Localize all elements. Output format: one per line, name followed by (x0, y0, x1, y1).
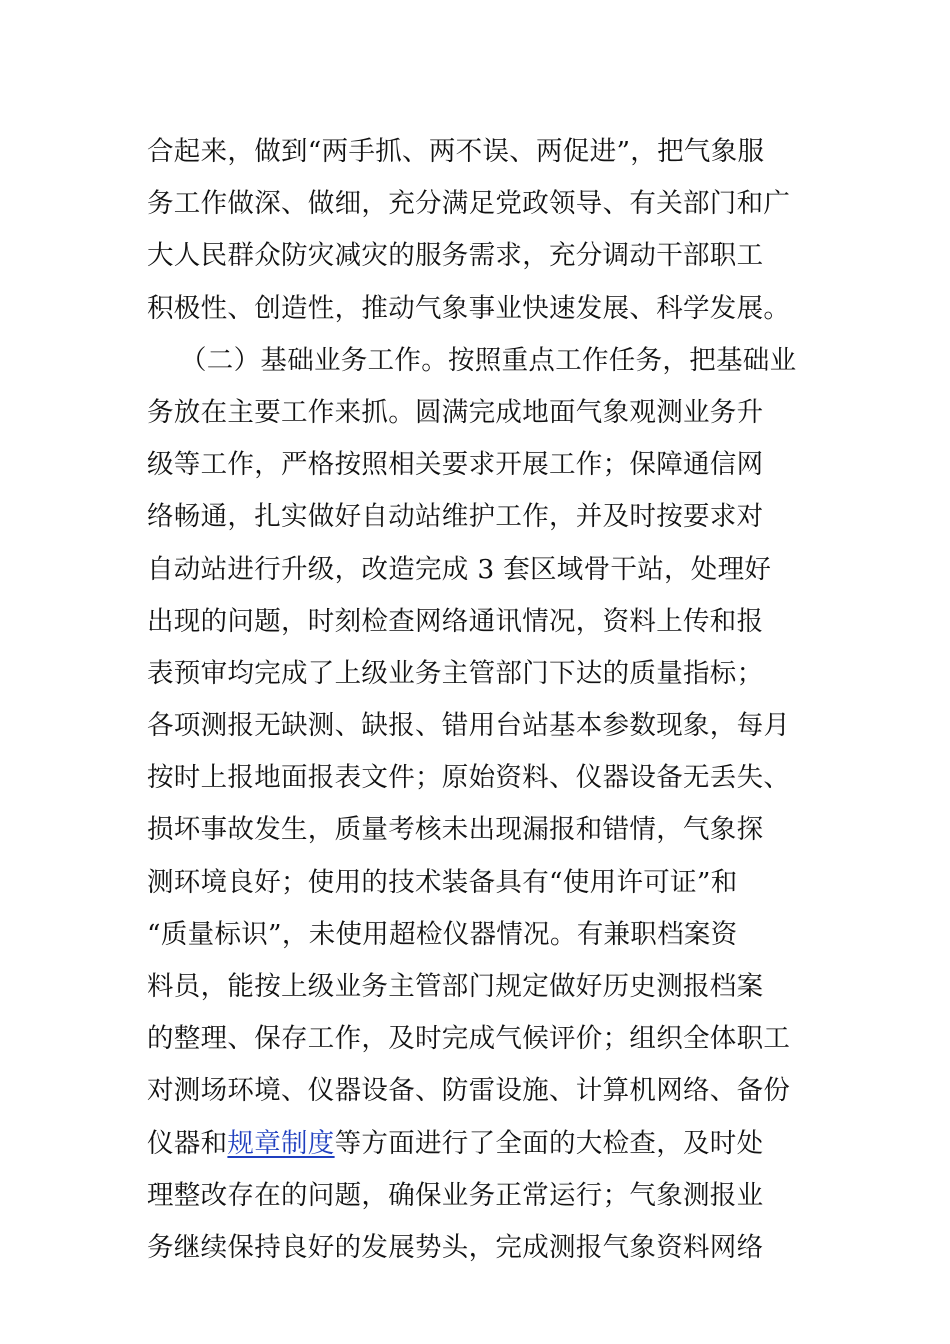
text-line: 合起来，做到“两手抓、两不误、两促进”，把气象服 (147, 136, 765, 167)
text-line: 各项测报无缺测、缺报、错用台站基本参数现象，每月 (147, 710, 791, 742)
text-line: 的整理、保存工作，及时完成气候评价；组织全体职工 (147, 1023, 791, 1055)
text-line: “质量标识”，未使用超检仪器情况。有兼职档案资 (147, 918, 738, 950)
text-line: 务工作做深、做细，充分满足党政领导、有关部门和广 (147, 188, 791, 220)
text-line: 务继续保持良好的发展势头，完成测报气象资料网络 (147, 1231, 764, 1263)
text-line: 自动站进行升级，改造完成 3 套区域骨干站，处理好 (147, 553, 772, 585)
text-line: 表预审均完成了上级业务主管部门下达的质量指标； (147, 657, 764, 689)
text-line: 损坏事故发生，质量考核未出现漏报和错情，气象探 (147, 814, 764, 846)
text-line-with-link (147, 1118, 817, 1170)
rules-link[interactable]: 规章制度 (227, 1127, 335, 1159)
text-segment: 仪器和 (147, 1127, 228, 1159)
body-text (147, 126, 817, 1274)
text-line: 理整改存在的问题，确保业务正常运行；气象测报业 (147, 1179, 764, 1211)
text-segment: 等方面进行了全面的大检查，及时处 (334, 1127, 764, 1159)
text-line: 对测场环境、仪器设备、防雷设施、计算机网络、备份 (147, 1075, 791, 1107)
section-heading-line: （二）基础业务工作。按照重点工作任务，把基础业 (180, 344, 797, 376)
text-line: 出现的问题，时刻检查网络通讯情况，资料上传和报 (147, 605, 764, 637)
text-line: 务放在主要工作来抓。圆满完成地面气象观测业务升 (147, 396, 764, 428)
text-line: 测环境良好；使用的技术装备具有“使用许可证”和 (147, 866, 738, 898)
text-line: 络畅通，扎实做好自动站维护工作，并及时按要求对 (147, 501, 764, 533)
text-line: 料员，能按上级业务主管部门规定做好历史测报档案 (147, 971, 764, 1002)
text-line: 积极性、创造性，推动气象事业快速发展、科学发展。 (147, 292, 791, 324)
text-line: 级等工作，严格按照相关要求开展工作；保障通信网 (147, 449, 764, 481)
text-line: 按时上报地面报表文件；原始资料、仪器设备无丢失、 (147, 762, 791, 794)
text-line: 大人民群众防灾减灾的服务需求，充分调动干部职工 (147, 240, 764, 272)
